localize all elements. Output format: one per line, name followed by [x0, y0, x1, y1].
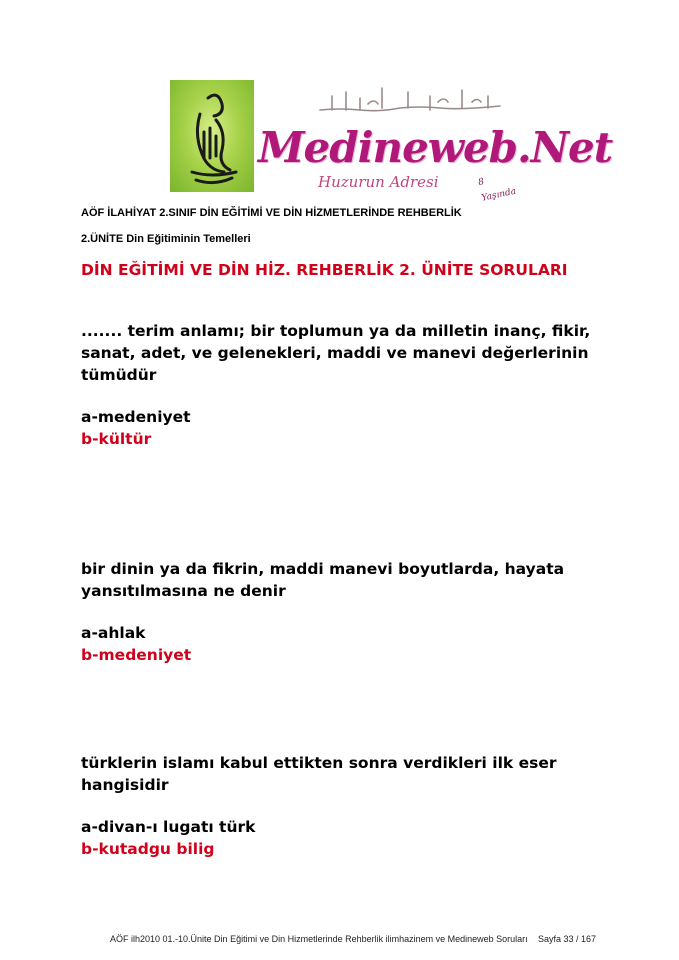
option-b-correct: b-kültür — [81, 430, 152, 448]
page-title: DİN EĞİTİMİ VE DİN HİZ. REHBERLİK 2. ÜNİTE SORULARI — [81, 261, 568, 279]
option-a: a-divan-ı lugatı türk — [81, 818, 256, 836]
option-a: a-ahlak — [81, 624, 146, 642]
page-footer — [110, 933, 630, 945]
question-text: bir dinin ya da fikrin, maddi manevi boyutlarda, hayata yansıtılmasına ne denir — [81, 560, 565, 600]
answer-options — [81, 816, 621, 860]
question-text: türklerin islamı kabul ettikten sonra verdikleri ilk eser hangisidir — [81, 754, 557, 794]
footer-text: AÖF ilh2010 01.-10.Ünite Din Eğitimi ve Din Hizmetlerinde Rehberlik ilimhazinem ve Medineweb Soruları — [110, 934, 528, 944]
anniversary-badge: 8 Yaşında — [477, 177, 518, 204]
option-a: a-medeniyet — [81, 408, 191, 426]
question-block — [81, 320, 621, 450]
question-block — [81, 752, 621, 860]
calligraphy-emblem-logo — [170, 80, 254, 192]
answer-options — [81, 406, 621, 450]
site-tagline: Huzurun Adresi — [318, 173, 439, 191]
unit-title: 2.ÜNİTE Din Eğitiminin Temelleri — [81, 233, 251, 245]
question-text: ....... terim anlamı; bir toplumun ya da milletin inanç, fikir, sanat, adet, ve gelenekleri, maddi ve manevi değerlerinin tümüdür — [81, 322, 591, 384]
site-logo-name: Medineweb.Net — [258, 123, 613, 172]
page-number: Sayfa 33 / 167 — [538, 934, 597, 944]
document-header: AÖF İLAHİYAT 2.SINIF DİN EĞİTİMİ VE DİN HİZMETLERİNDE REHBERLİK — [81, 207, 462, 219]
answer-options — [81, 622, 621, 666]
question-block — [81, 558, 621, 666]
basmala-calligraphy — [312, 82, 512, 122]
calligraphy-figure-icon — [170, 80, 254, 192]
option-b-correct: b-medeniyet — [81, 646, 192, 664]
option-b-correct: b-kutadgu bilig — [81, 840, 215, 858]
